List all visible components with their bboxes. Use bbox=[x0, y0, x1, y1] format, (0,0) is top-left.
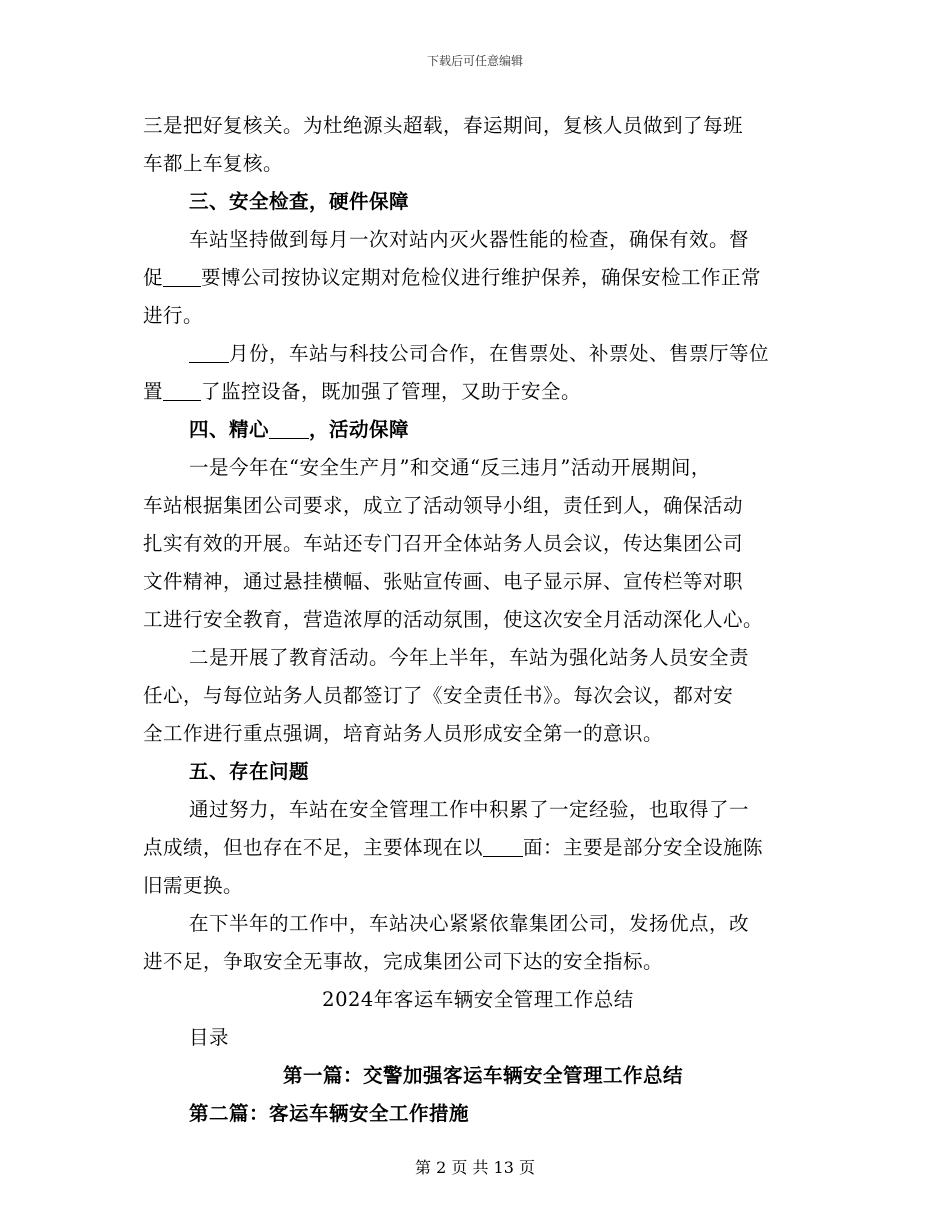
fill-blank bbox=[269, 418, 309, 439]
text-fragment: 置 bbox=[143, 380, 164, 403]
paragraph-line: 进行。 bbox=[143, 304, 204, 327]
text-fragment: 要博公司按协议定期对危检仪进行维护保养，确保安检工作正常 bbox=[201, 266, 762, 289]
document-title: 2024年客运车辆安全管理工作总结 bbox=[322, 988, 634, 1011]
paragraph-line: 工进行安全教育，营造浓厚的活动氛围，使这次安全月活动深化人心。 bbox=[143, 608, 764, 631]
paragraph-line: 旧需更换。 bbox=[143, 874, 244, 897]
paragraph-line: 进不足，争取安全无事故，完成集团公司下达的安全指标。 bbox=[143, 950, 664, 973]
toc-item-2: 第二篇：客运车辆安全工作措施 bbox=[189, 1102, 470, 1125]
paragraph-line: 车站根据集团公司要求，成立了活动领导小组，责任到人，确保活动 bbox=[143, 494, 744, 517]
section-heading: 五、存在问题 bbox=[189, 760, 310, 783]
section-heading bbox=[143, 411, 813, 449]
paragraph-line: 扎实有效的开展。车站还专门召开全体站务人员会议，传达集团公司 bbox=[143, 532, 744, 555]
paragraph-line: 一是今年在“安全生产月”和交通“反三违月”活动开展期间， bbox=[189, 456, 711, 479]
paragraph-line: 通过努力，车站在安全管理工作中积累了一定经验，也取得了一 bbox=[189, 798, 750, 821]
text-fragment: 面：主要是部分安全设施陈 bbox=[523, 836, 764, 859]
paragraph-line: 三是把好复核关。为杜绝源头超载，春运期间，复核人员做到了每班 bbox=[143, 114, 744, 137]
paragraph-line: 任心，与每位站务人员都签订了《安全责任书》。每次会议，都对安 bbox=[143, 684, 734, 707]
page-header: 下载后可任意编辑 bbox=[426, 54, 523, 68]
text-fragment: 促 bbox=[143, 266, 164, 289]
fill-blank bbox=[163, 266, 201, 287]
paragraph-line bbox=[143, 335, 813, 373]
paragraph-line: 文件精神，通过悬挂横幅、张贴宣传画、电子显示屏、宣传栏等对职 bbox=[143, 570, 744, 593]
paragraph-line: 全工作进行重点强调，培育站务人员形成安全第一的意识。 bbox=[143, 722, 664, 745]
paragraph-line bbox=[143, 373, 813, 411]
fill-blank bbox=[483, 836, 523, 857]
document-body bbox=[143, 107, 813, 1133]
paragraph-line bbox=[143, 259, 813, 297]
toc-label: 目录 bbox=[189, 1026, 230, 1049]
paragraph-line: 车站坚持做到每月一次对站内灭火器性能的检查，确保有效。督 bbox=[189, 228, 750, 251]
text-fragment: 点成绩，但也存在不足，主要体现在以 bbox=[143, 836, 484, 859]
paragraph-line bbox=[143, 829, 813, 867]
text-fragment: 了监控设备，既加强了管理，又助于安全。 bbox=[201, 380, 582, 403]
paragraph-line: 车都上车复核。 bbox=[143, 152, 284, 175]
paragraph-line: 二是开展了教育活动。今年上半年，车站为强化站务人员安全责 bbox=[189, 646, 750, 669]
toc-item-1: 第一篇：交警加强客运车辆安全管理工作总结 bbox=[283, 1064, 684, 1087]
fill-blank bbox=[189, 342, 229, 363]
paragraph-line: 在下半年的工作中，车站决心紧紧依靠集团公司，发扬优点，改 bbox=[189, 912, 750, 935]
text-fragment: 四、精心 bbox=[189, 418, 270, 441]
section-heading: 三、安全检查，硬件保障 bbox=[189, 190, 410, 213]
fill-blank bbox=[163, 380, 201, 401]
text-fragment: ，活动保障 bbox=[309, 418, 410, 441]
text-fragment: 月份，车站与科技公司合作，在售票处、补票处、售票厅等位 bbox=[229, 342, 770, 365]
page-footer: 第 2 页 共 13 页 bbox=[415, 1158, 535, 1177]
